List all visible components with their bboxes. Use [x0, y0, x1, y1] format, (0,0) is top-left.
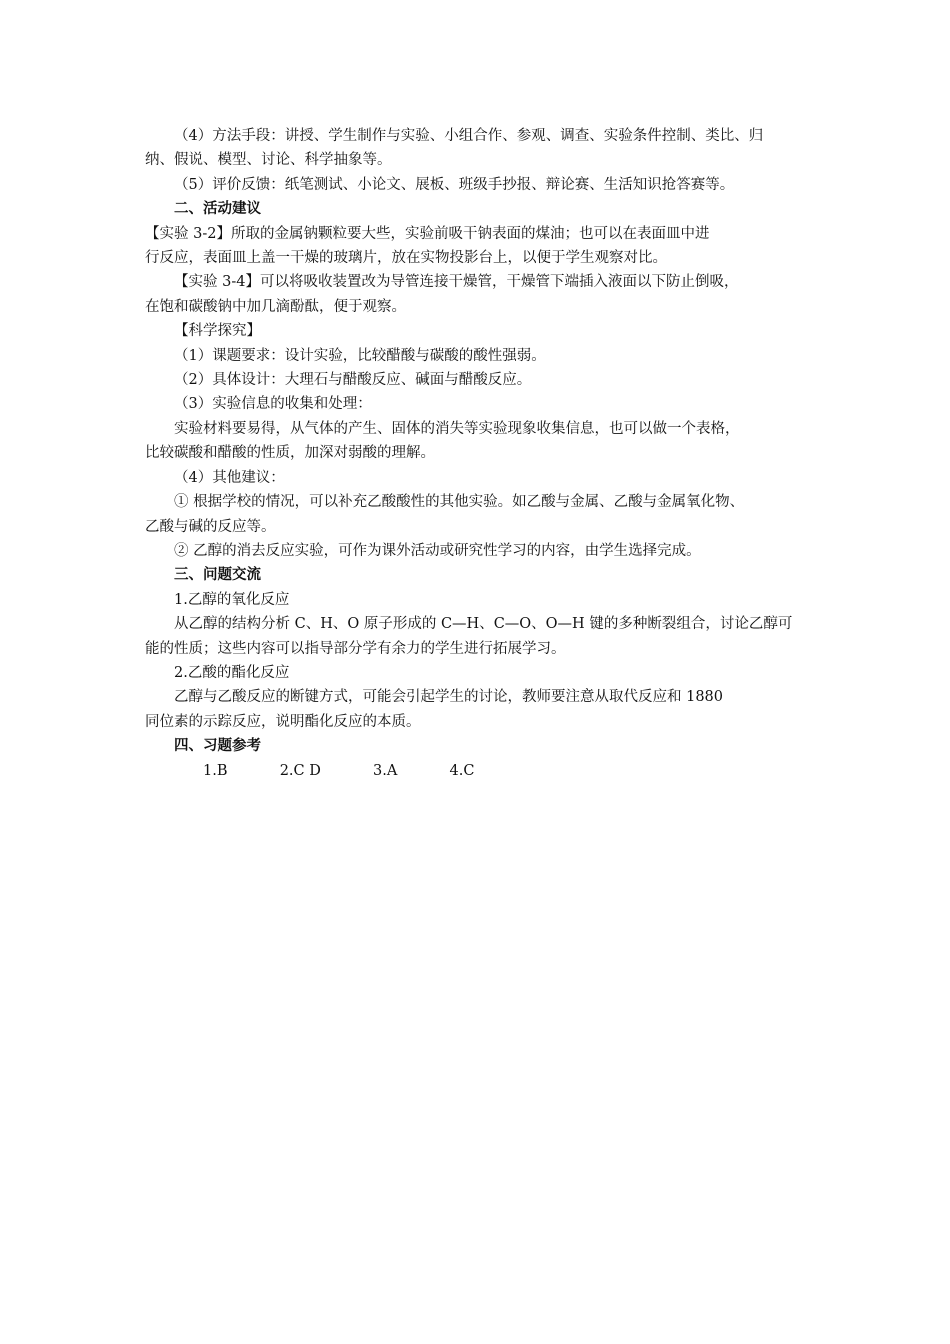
methods-line-2: 纳、假说、模型、讨论、科学抽象等。 — [145, 152, 392, 169]
experiment-3-4-line-2: 在饱和碳酸钠中加几滴酚酞，便于观察。 — [145, 298, 406, 315]
other-suggestions: （4）其他建议： — [174, 469, 285, 486]
document-body — [145, 124, 815, 783]
info-collection: （3）实验信息的收集和处理： — [174, 396, 372, 413]
methods-line-1: （4）方法手段：讲授、学生制作与实验、小组合作、参观、调查、实验条件控制、类比、归 — [174, 128, 764, 144]
topic-requirement: （1）课题要求：设计实验，比较醋酸与碳酸的酸性强弱。 — [174, 347, 546, 364]
section-heading-discussion: 三、问题交流 — [174, 567, 261, 584]
answer-1: 1.B — [203, 762, 228, 779]
section-heading-exercises: 四、习题参考 — [174, 738, 261, 755]
science-inquiry-title: 【科学探究】 — [174, 323, 261, 340]
oxidation-title: 1.乙醇的氧化反应 — [174, 591, 290, 608]
materials-line-2: 比较碳酸和醋酸的性质，加深对弱酸的理解。 — [145, 445, 435, 462]
answer-3: 3.A — [373, 762, 398, 779]
exercise-answers — [145, 759, 815, 783]
experiment-3-2-line-2: 行反应，表面皿上盖一干燥的玻璃片，放在实物投影台上，以便于学生观察对比。 — [145, 250, 667, 267]
esterification-title: 2.乙酸的酯化反应 — [174, 664, 290, 681]
answer-4: 4.C — [449, 762, 475, 779]
evaluation-text: （5）评价反馈：纸笔测试、小论文、展板、班级手抄报、辩论赛、生活知识抢答赛等。 — [174, 176, 735, 193]
experiment-3-4-line-1: 【实验 3-4】可以将吸收装置改为导管连接干燥管，干燥管下端插入液面以下防止倒吸， — [174, 274, 739, 291]
suggestion-item-2: ② 乙醇的消去反应实验，可作为课外活动或研究性学习的内容，由学生选择完成。 — [174, 542, 701, 559]
esterification-line-1: 乙醇与乙酸反应的断键方式，可能会引起学生的讨论，教师要注意从取代反应和 1880 — [174, 689, 724, 706]
suggestion-item-1-line-2: 乙酸与碱的反应等。 — [145, 518, 276, 535]
materials-line-1: 实验材料要易得，从气体的产生、固体的消失等实验现象收集信息，也可以做一个表格， — [174, 420, 740, 437]
oxidation-line-2: 能的性质；这些内容可以指导部分学有余力的学生进行拓展学习。 — [145, 640, 566, 657]
suggestion-item-1-line-1: ① 根据学校的情况，可以补充乙酸酸性的其他实验。如乙酸与金属、乙酸与金属氧化物、 — [174, 494, 745, 511]
specific-design: （2）具体设计：大理石与醋酸反应、碱面与醋酸反应。 — [174, 372, 532, 389]
esterification-line-2: 同位素的示踪反应，说明酯化反应的本质。 — [145, 713, 421, 730]
experiment-3-2-line-1: 【实验 3-2】所取的金属钠颗粒要大些，实验前吸干钠表面的煤油；也可以在表面皿中进 — [145, 225, 710, 242]
oxidation-line-1: 从乙醇的结构分析 C、H、O 原子形成的 C—H、C—O、O—H 键的多种断裂组合，讨论乙醇可 — [174, 616, 793, 633]
answer-2: 2.C D — [279, 762, 321, 779]
section-heading-activity: 二、活动建议 — [174, 201, 261, 218]
